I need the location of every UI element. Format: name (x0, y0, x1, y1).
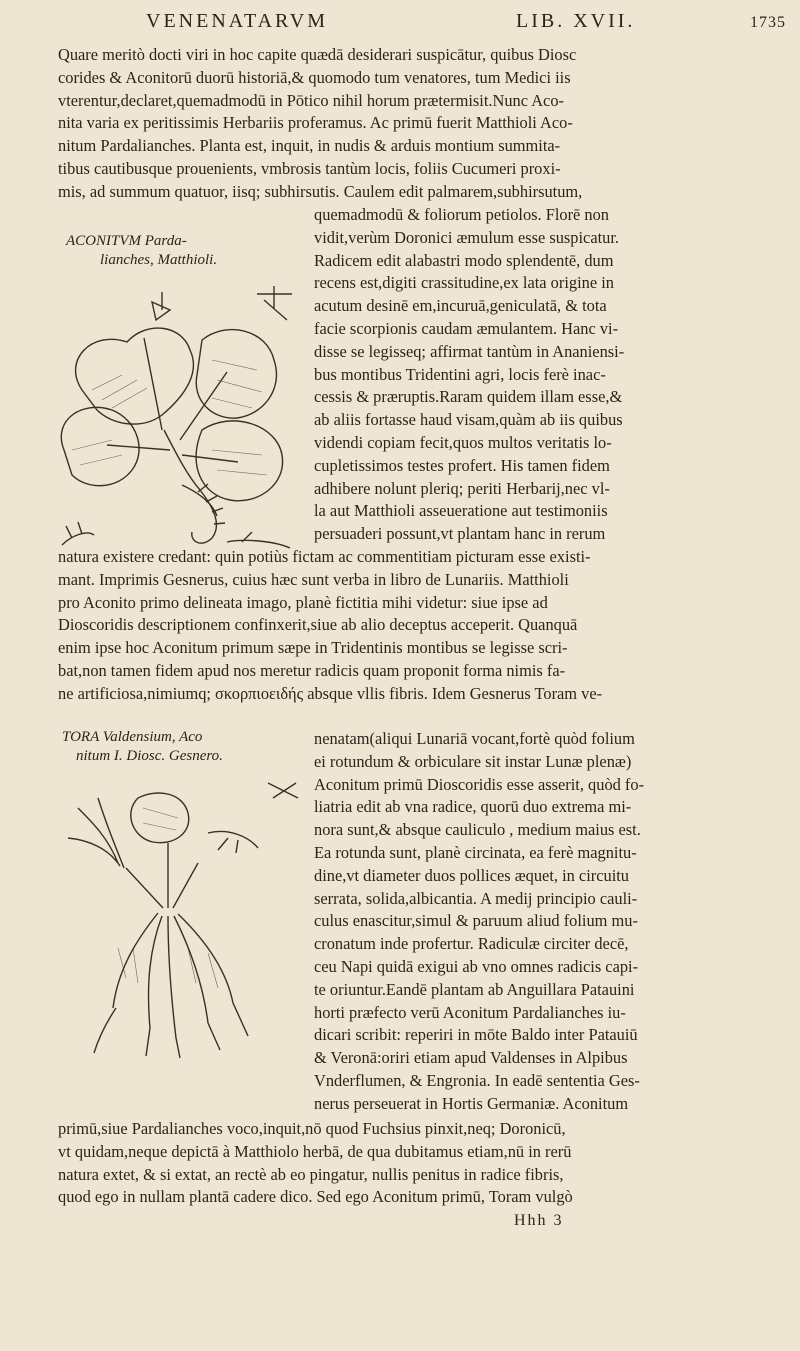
text-line: vidit,verùm Doronici æmulum esse suspicatur. (314, 227, 620, 247)
text-line: mant. Imprimis Gesnerus, cuius hæc sunt verba in libro de Lunariis. Matthioli (58, 569, 569, 589)
text-line: bat,non tamen fidem apud nos meretur radicis quam proponit forma nimis fa- (58, 660, 566, 680)
text-line: corides & Aconitorū duorū historiā,& quomodo tum venatores, tum Medici iis (58, 67, 571, 87)
aconitum-pardalianches-illustration (52, 280, 308, 562)
text-line: primū,siue Pardalianches voco,inquit,nō quod Fuchsius pinxit,neq; Doronicū, (58, 1119, 566, 1138)
text-line: serrata, solida,albicantia. A medij principio cauli- (314, 888, 638, 908)
header-book-number: LIB. XVII. (516, 10, 636, 32)
side-column-2 (314, 728, 782, 1116)
text-line: enim ipse hoc Aconitum primum sæpe in Tridentinis montibus se legisse scri- (58, 638, 568, 658)
text-line: adhibere nolunt pleriq; periti Herbarij,nec vl- (314, 478, 610, 498)
text-line: horti præfecto verū Aconitum Pardalianches iu- (314, 1002, 626, 1022)
text-line: te oriuntur.Eandē plantam ab Anguillara Patauini (314, 979, 635, 999)
text-line: ei rotundum & orbiculare sit instar Lunæ plenæ) (314, 751, 632, 771)
page-number: 1735 (750, 14, 786, 31)
side-column-1 (314, 204, 782, 546)
text-line: dicari scribit: reperiri in mōte Baldo inter Patauiū (314, 1025, 638, 1045)
text-line: vterentur,declaret,quemadmodū in Pōtico nihil horum prætermisit.Nunc Aco- (58, 90, 564, 110)
caption-line: nitum I. Diosc. Gesnero. (76, 748, 223, 764)
text-line: persuaderi possunt,vt plantam hanc in rerum (314, 524, 606, 544)
text-line: nenatam(aliqui Lunariā vocant,fortè quòd folium (314, 729, 635, 748)
text-line: pro Aconito primo delineata imago, planè fictitia mihi videtur: siue ipse ad (58, 592, 548, 612)
text-line: mis, ad summum quatuor, iisq; subhirsutis. Caulem edit palmarem,subhirsutum, (58, 181, 583, 201)
text-line: nora sunt,& absque cauliculo , medium maius est. (314, 820, 641, 840)
text-line: Aconitum primū Dioscoridis esse asserit, quòd fo- (314, 774, 645, 794)
text-line: acutum desinē em,incuruā,geniculatā, & tota (314, 296, 607, 316)
running-header (70, 10, 786, 40)
closing-paragraph (58, 1118, 782, 1209)
text-line: Ea rotunda sunt, planè circinata, ea ferè magnitu- (314, 842, 637, 862)
text-line: ne artificiosa,nimiumq; σκορπιοειδής absque vllis fibris. Idem Gesnerus Toram ve- (58, 683, 603, 703)
figure-caption-tora (62, 728, 223, 766)
text-line: Radicem edit alabastri modo splendentē, dum (314, 250, 614, 270)
text-line: ab aliis fortasse haud visam,quàm ab iis quibus (314, 410, 623, 430)
opening-paragraph (58, 44, 782, 204)
text-line: culus enascitur,simul & paruum aliud folium mu- (314, 911, 638, 931)
text-line: Quare meritò docti viri in hoc capite quædā desiderari suspicātur, quibus Diosc (58, 45, 577, 64)
text-line: recens est,digiti crassitudine,ex lata origine in (314, 273, 614, 293)
text-line: liatria edit ab vna radice, quorū duo extrema mi- (314, 797, 632, 817)
text-line: facie scorpionis caudam æmulantem. Hanc vi- (314, 318, 619, 338)
text-line: Vnderflumen, & Engronia. In eadē sententia Ges- (314, 1070, 640, 1090)
caption-line: lianches, Matthioli. (100, 252, 218, 268)
text-line: cessis & præruptis.Raram quidem illam esse,& (314, 387, 623, 407)
text-line: vt quidam,neque depictā à Matthiolo herbā, de qua dubitamus etiam,nū in rerū (58, 1141, 572, 1161)
text-line: disse se legisseq; affirmat tantùm in Ananiensi- (314, 341, 625, 361)
text-line: Dioscoridis descriptionem confinxerit,siue ab alio deceptus acceperit. Quanquā (58, 615, 578, 635)
caption-line: ACONITVM Parda- (66, 233, 187, 249)
text-line: la aut Matthioli asseueratione aut testimoniis (314, 501, 608, 521)
signature-mark: Hhh 3 (514, 1212, 564, 1229)
text-line: dine,vt diameter duos pollices æquet, in circuitu (314, 865, 629, 885)
text-line: natura existere credant: quin potiùs fictam ac commentitiam picturam esse existi- (58, 547, 591, 566)
text-line: quemadmodū & foliorum petiolos. Florē non (314, 205, 609, 224)
caption-line: TORA Valdensium, Aco (62, 729, 203, 745)
text-line: bus montibus Tridentini agri, locis ferè inac- (314, 364, 606, 384)
text-line: cronatum inde profertur. Radiculæ circiter decē, (314, 934, 629, 954)
text-line: nita varia ex peritissimis Herbariis proferamus. Ac primū fuerit Matthioli Aco- (58, 113, 573, 133)
text-line: nerus perseuerat in Hortis Germaniæ. Aconitum (314, 1093, 629, 1113)
text-line: ceu Napi quidā exigui ab vno omnes radicis capi- (314, 956, 639, 976)
tora-valdensium-illustration (58, 778, 308, 1060)
middle-paragraph (58, 546, 782, 706)
text-line: & Veronā:oriri etiam apud Valdenses in Alpibus (314, 1048, 628, 1068)
text-line: videndi copiam fecit,quos multos veritatis lo- (314, 432, 612, 452)
figure-caption-aconitum (66, 232, 217, 270)
text-line: natura extet, & si extat, an rectè ab eo pingatur, nullis penitus in radice fibris, (58, 1164, 564, 1184)
text-line: nitum Pardalianches. Planta est, inquit, in nudis & arduis montium summita- (58, 136, 561, 156)
header-title: VENENATARVM (146, 10, 329, 32)
text-line: quod ego in nullam plantā cadere dico. Sed ego Aconitum primū, Toram vulgò (58, 1187, 573, 1207)
text-line: cupletissimos testes profert. His tamen fidem (314, 455, 610, 475)
text-line: tibus cautibusque prouenients, vmbrosis tantùm locis, foliis Cucumeri proxi- (58, 158, 561, 178)
